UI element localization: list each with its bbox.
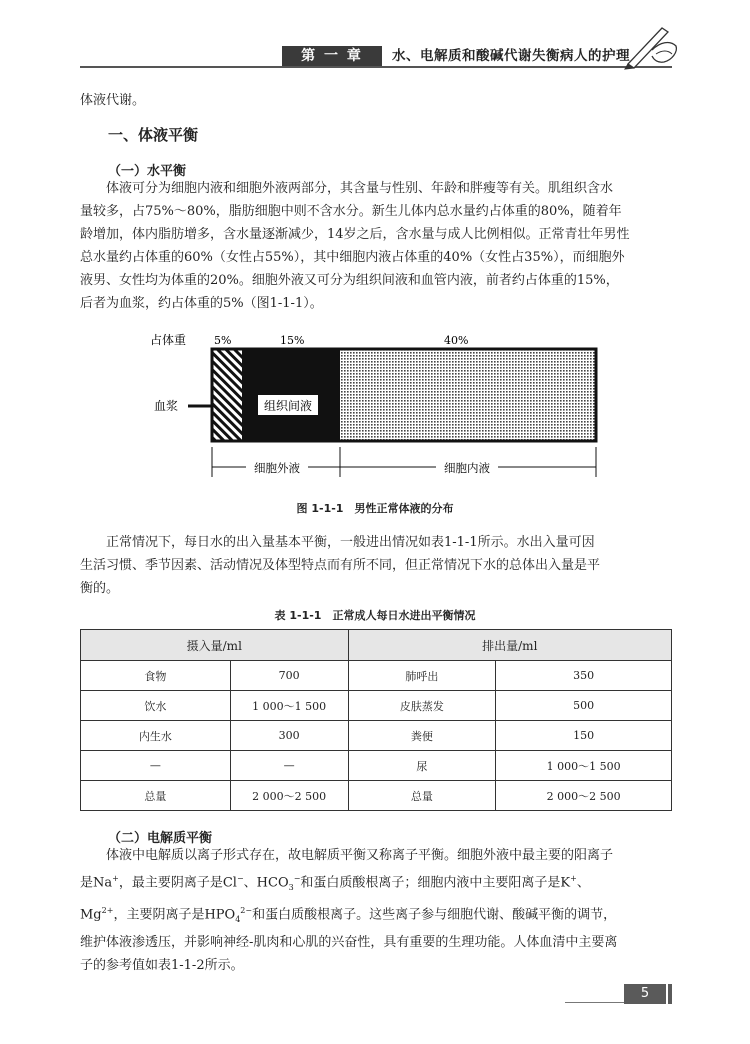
subsection-heading-electrolyte: （二）电解质平衡 [108,831,213,846]
text-run: 、 [576,875,590,891]
intracellular-block [340,349,596,441]
body-fluid-figure [140,325,610,493]
paragraph-line: 液男、女性均为体重的20%。细胞外液又可分为组织间液和血管内液，前者约占体重的15%， [80,273,619,288]
output-value: 2 000～2 500 [496,781,672,811]
paragraph-line: 后者为血浆，约占体重的5%（图1-1-1）。 [80,296,323,311]
table-caption: 表 1-1-1 正常成人每日水进出平衡情况 [274,609,476,622]
intake-item: 总量 [81,781,231,811]
section-heading: 一、体液平衡 [108,126,199,144]
output-value: 350 [496,661,672,691]
intake-item: — [81,751,231,781]
paragraph-line: 龄增加，体内脂肪增多，含水量逐渐减少，14岁之后，含水量与成人比例相似。正常青壮年男性 [80,227,630,242]
superscript: + [112,874,119,883]
superscript: − [236,874,244,883]
extracellular-label: 细胞外液 [254,461,300,475]
pct-plasma: 5% [214,334,232,347]
table-row [81,661,672,691]
intake-value: 300 [230,721,348,751]
text-run: 是Na [80,875,113,891]
footer-rule [565,1002,625,1003]
output-item: 皮肤蒸发 [348,691,496,721]
output-value: 1 000～1 500 [496,751,672,781]
table-row [81,721,672,751]
paragraph-line: 总水量约占体重的60%（女性占55%），其中细胞内液占体重的40%（女性占35%），而细胞外 [80,250,625,265]
intake-item: 内生水 [81,721,231,751]
figure-caption: 图 1-1-1 男性正常体液的分布 [296,502,454,515]
water-balance-table [80,629,672,811]
table-row [81,751,672,781]
superscript: + [570,874,577,883]
output-value: 150 [496,721,672,751]
table-row [81,781,672,811]
paragraph-line: 体液中电解质以离子形式存在，故电解质平衡又称离子平衡。细胞外液中最主要的阳离子 [106,848,614,863]
chapter-label: 第 一 章 [282,46,382,66]
water-balance-paragraph [80,177,672,315]
plasma-block [212,349,242,441]
text-run: ，最主要阴离子是Cl [118,875,237,891]
paragraph-line-ions [80,899,672,931]
table-row [81,691,672,721]
paragraph-line-ions [80,867,672,899]
paragraph-line: 量较多，占75%～80%，脂肪细胞中则不含水分。新生儿体内总水量约占体重的80%，随着年 [80,204,622,219]
paragraph-line: 子的参考值如表1-1-2所示。 [80,957,244,973]
header-output: 排出量/ml [348,630,671,661]
output-item: 粪便 [348,721,496,751]
intake-output-paragraph [80,531,672,600]
intake-value: 700 [230,661,348,691]
row-label: 占体重 [150,333,187,347]
output-item: 尿 [348,751,496,781]
superscript: 2− [240,905,253,915]
paragraph-line: 维护体液渗透压，并影响神经-肌肉和心肌的兴奋性，具有重要的生理功能。人体血清中主要离 [80,934,618,950]
page-number: 5 [624,984,666,1004]
table-header-row [81,630,672,661]
output-item: 总量 [348,781,496,811]
pen-hand-icon [622,20,680,70]
intake-item: 饮水 [81,691,231,721]
header-intake: 摄入量/ml [81,630,349,661]
superscript: 2+ [101,905,114,915]
intake-value: — [230,751,348,781]
pct-intracellular: 40% [444,334,469,347]
paragraph-line: 衡的。 [80,581,120,596]
intake-value: 1 000～1 500 [230,691,348,721]
intracellular-label: 细胞内液 [444,461,490,475]
intro-text: 体液代谢。 [80,93,146,108]
text-run: 和蛋白质酸根离子；细胞内液中主要阳离子是K [300,875,571,891]
subsection-heading-water: （一）水平衡 [108,164,187,179]
plasma-label: 血浆 [154,399,179,413]
paragraph-line: 正常情况下，每日水的出入量基本平衡，一般进出情况如表1-1-1所示。水出入量可因 [106,535,595,550]
text-run: 和蛋白质酸根离子。这些离子参与细胞代谢、酸碱平衡的调节， [252,907,617,923]
output-value: 500 [496,691,672,721]
paragraph-line: 生活习惯、季节因素、活动情况及体型特点而有所不同，但正常情况下水的总体出入量是平 [80,558,601,573]
electrolyte-paragraph [80,844,672,977]
superscript: − [293,874,301,883]
pct-interstitial: 15% [280,334,305,347]
subscript: 4 [235,914,241,924]
page-tab-bar [668,984,672,1004]
text-run: ，主要阴离子是HPO [113,907,236,923]
subscript: 3 [288,882,294,892]
intake-item: 食物 [81,661,231,691]
intake-value: 2 000～2 500 [230,781,348,811]
text-run: 、HCO [243,875,289,891]
paragraph-line: 体液可分为细胞内液和细胞外液两部分，其含量与性别、年龄和胖瘦等有关。肌组织含水 [106,181,614,196]
text-run: Mg [80,907,102,923]
interstitial-label: 组织间液 [263,399,313,413]
header-rule [80,66,672,68]
chapter-title: 水、电解质和酸碱代谢失衡病人的护理 [392,48,630,64]
output-item: 肺呼出 [348,661,496,691]
